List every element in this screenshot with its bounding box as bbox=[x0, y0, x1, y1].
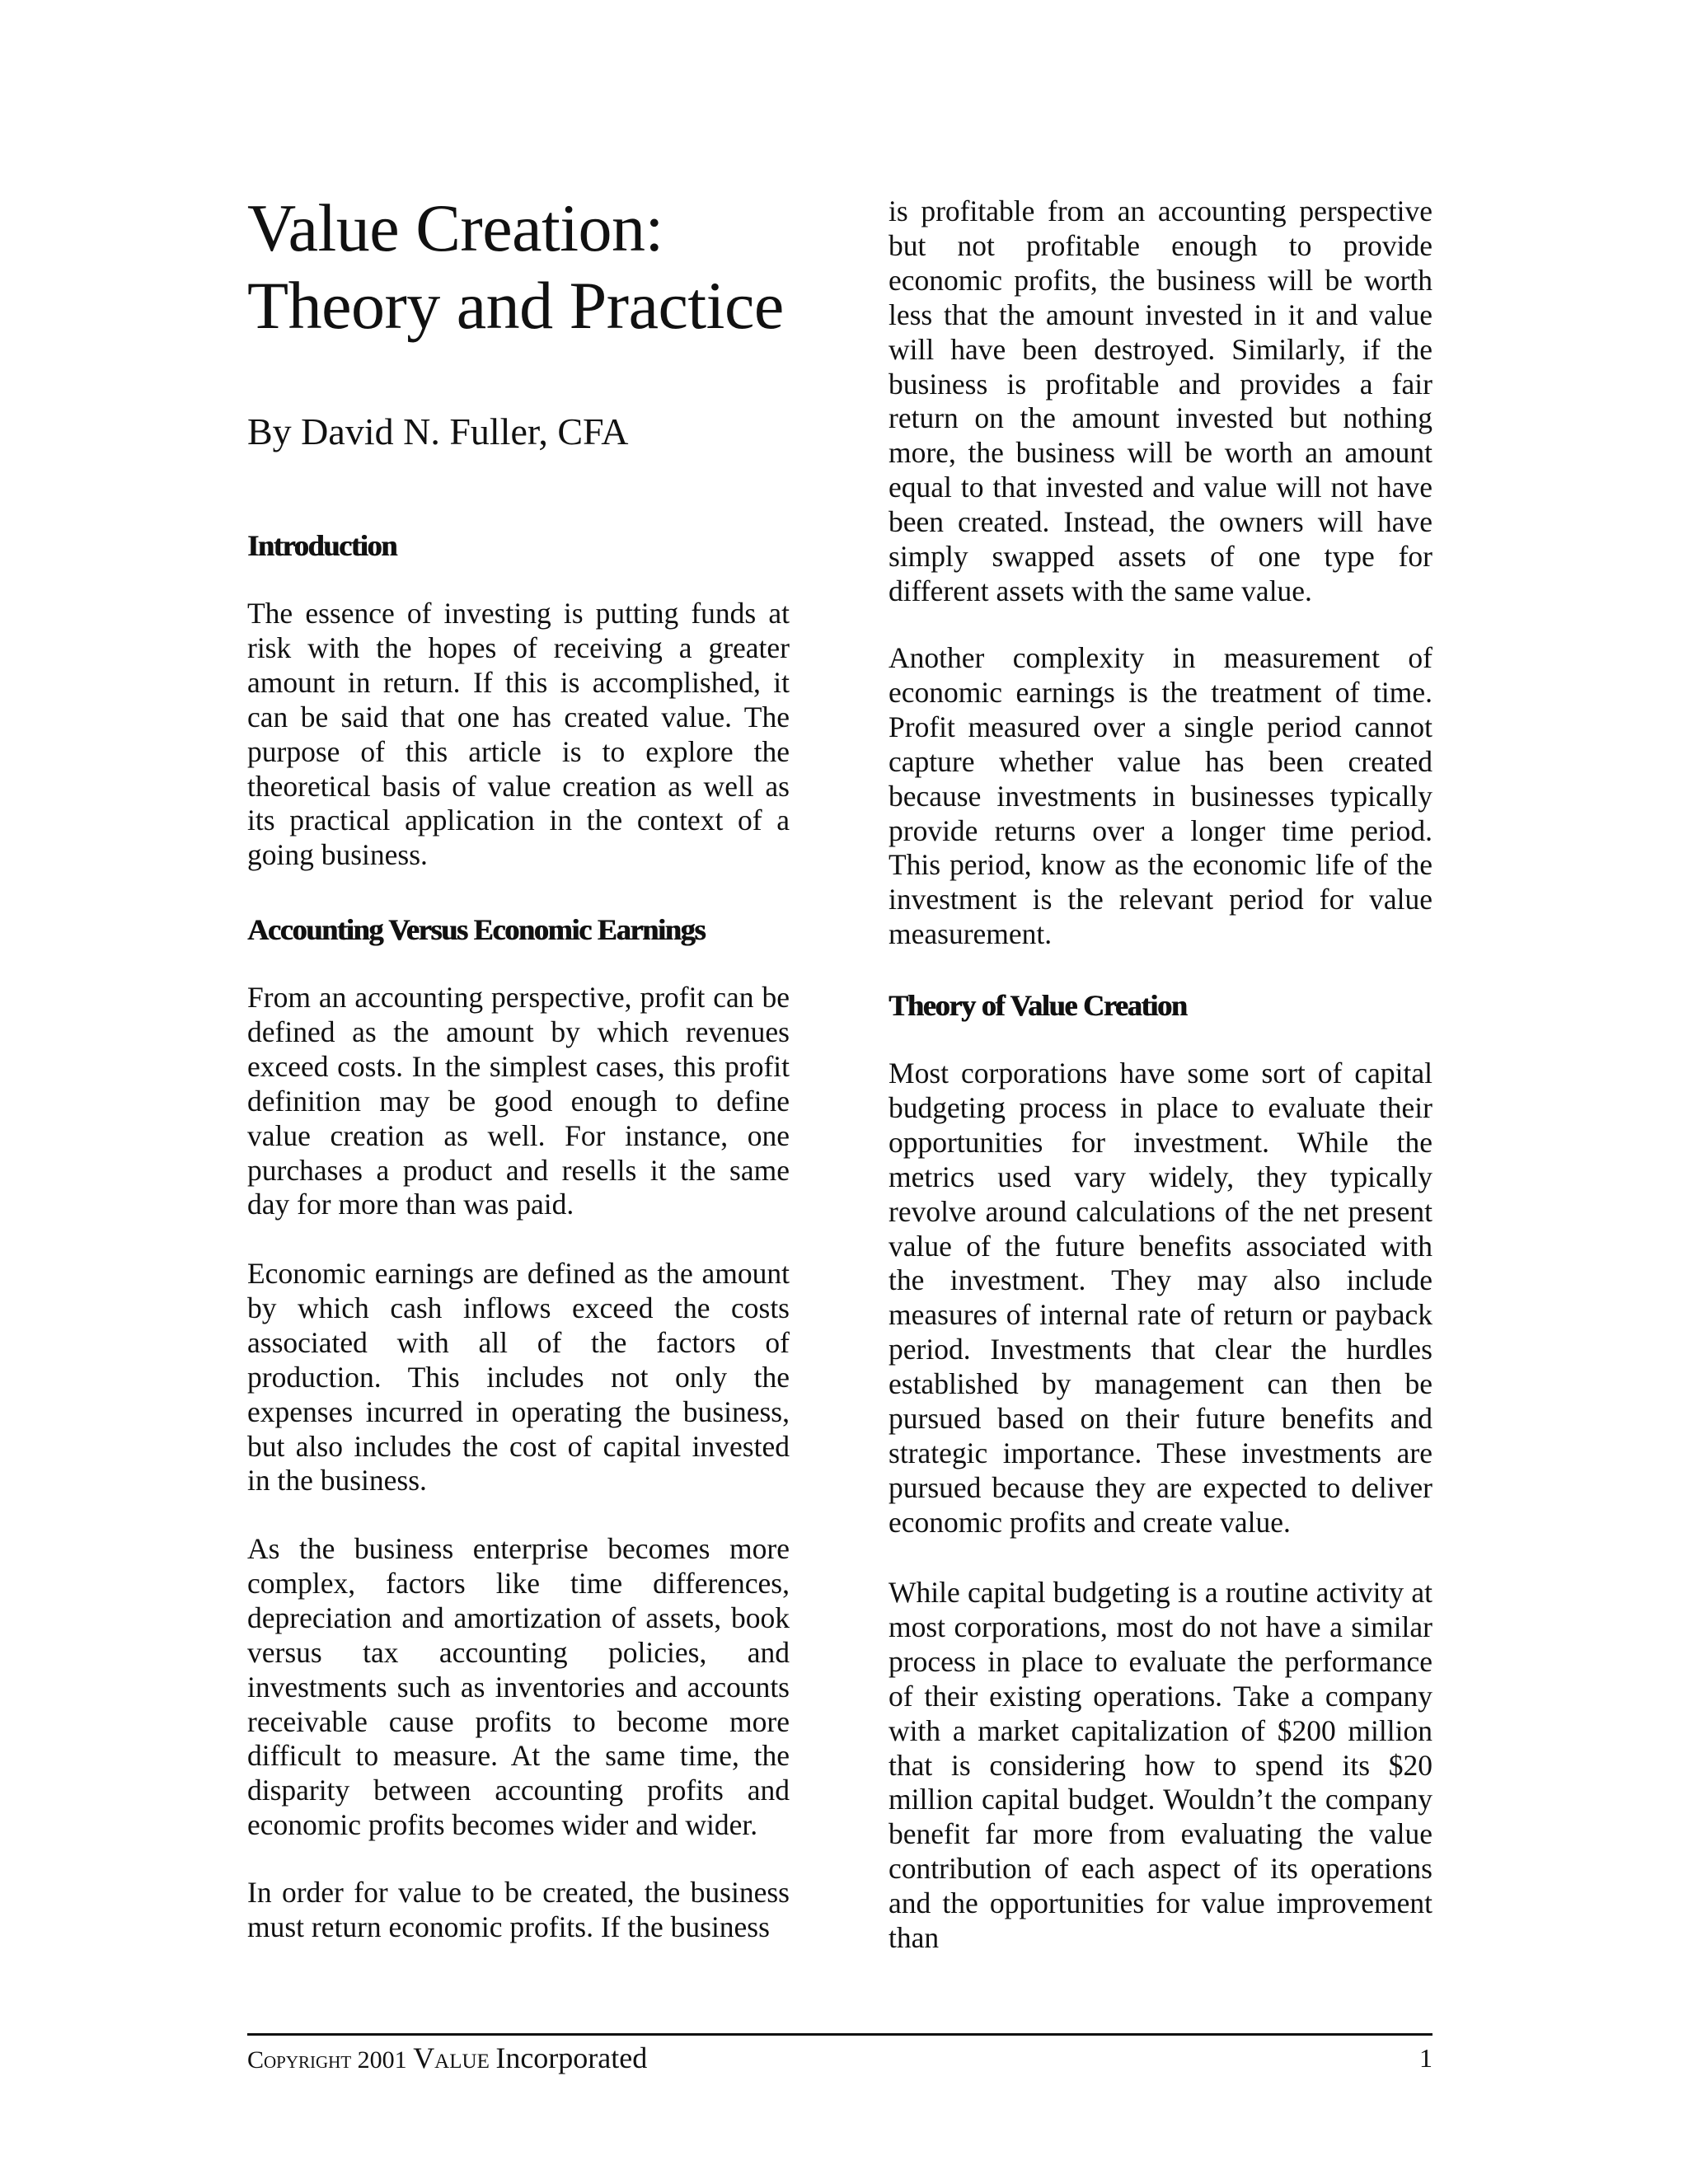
paragraph-accounting-1: From an accounting perspective, profit can be defined as the amount by which revenues exceed costs. In the simplest cases, this profit definition may be good enough to define value creation as well. For instance, one purchases a product and resells it the same day for more than was paid. bbox=[247, 981, 790, 1221]
paragraph-theory-1: Most corporations have some sort of capital budgeting process in place to evaluate their opportunities for investment. While the metrics used vary widely, they typically revolve around calculations of the net present value of the future benefits associated with the investment. They may also include measures of internal rate of return or payback period. Investments that clear the hurdles established by management can then be pursued based on their future benefits and strategic importance. These investments are pursued because they are expected to deliver economic profits and create value. bbox=[889, 1057, 1432, 1539]
paragraph-accounting-3: As the business enterprise becomes more complex, factors like time differences, depreciation and amortization of assets, book versus tax accounting policies, and investments such as inventories and accounts receivable cause profits to become more difficult to measure. At the same time, the disparity between accounting profits and economic profits becomes wider and wider. bbox=[247, 1532, 790, 1842]
company-suffix: Incorporated bbox=[495, 2041, 648, 2074]
paragraph-accounting-4: In order for value to be created, the business must return economic profits. If the business bbox=[247, 1876, 790, 1943]
page-number: 1 bbox=[1419, 2043, 1432, 2073]
paragraph-accounting-2: Economic earnings are defined as the amount by which cash inflows exceed the costs associated with all of the factors of production. This includes not only the expenses incurred in operating the business, but also includes the cost of capital invested in the business. bbox=[247, 1257, 790, 1497]
heading-accounting-vs-economic: Accounting Versus Economic Earnings bbox=[247, 913, 706, 946]
footer-copyright bbox=[247, 2039, 647, 2079]
paragraph-accounting-5: is profitable from an accounting perspective but not profitable enough to provide economic profits, the business will be worth less that the amount invested in it and value will have been destroyed. Similarly, if the business is profitable and provides a fair return on the amount invested but nothing more, the business will be worth an amount equal to that invested and value will not have been created. Instead, the owners will have simply swapped assets of one type for different assets with the same value. bbox=[889, 194, 1432, 607]
article-title bbox=[247, 190, 784, 344]
heading-theory-of-value-creation: Theory of Value Creation bbox=[889, 989, 1187, 1022]
byline: By David N. Fuller, CFA bbox=[247, 410, 629, 452]
heading-introduction: Introduction bbox=[247, 529, 396, 562]
paragraph-theory-2: While capital budgeting is a routine activity at most corporations, most do not have a similar process in place to evaluate the performance of their existing operations. Take a company with a market capitalization of $200 million that is considering how to spend its $20 million capital budget. Wouldn’t the company benefit far more from evaluating the value contribution of each aspect of its operations and the opportunities for value improvement than bbox=[889, 1576, 1432, 1955]
paragraph-accounting-6: Another complexity in measurement of economic earnings is the treatment of time. Profit measured over a single period cannot capture whether value has been created because investments in businesses typically provide returns over a longer time period. This period, know as the economic life of the investment is the relevant period for value measurement. bbox=[889, 641, 1432, 951]
paragraph-introduction-1: The essence of investing is putting funds at risk with the hopes of receiving a greater amount in return. If this is accomplished, it can be said that one has created value. The purpose of this article is to explore the theoretical basis of value creation as well as its practical application in the context of a going business. bbox=[247, 597, 790, 872]
footer-divider bbox=[247, 2033, 1432, 2036]
brand-name: Value bbox=[413, 2041, 490, 2074]
copyright-text: Copyright 2001 bbox=[247, 2046, 407, 2074]
title-line-2: Theory and Practice bbox=[247, 268, 784, 343]
title-line-1: Value Creation: bbox=[247, 190, 663, 265]
page-footer bbox=[247, 2039, 1432, 2077]
